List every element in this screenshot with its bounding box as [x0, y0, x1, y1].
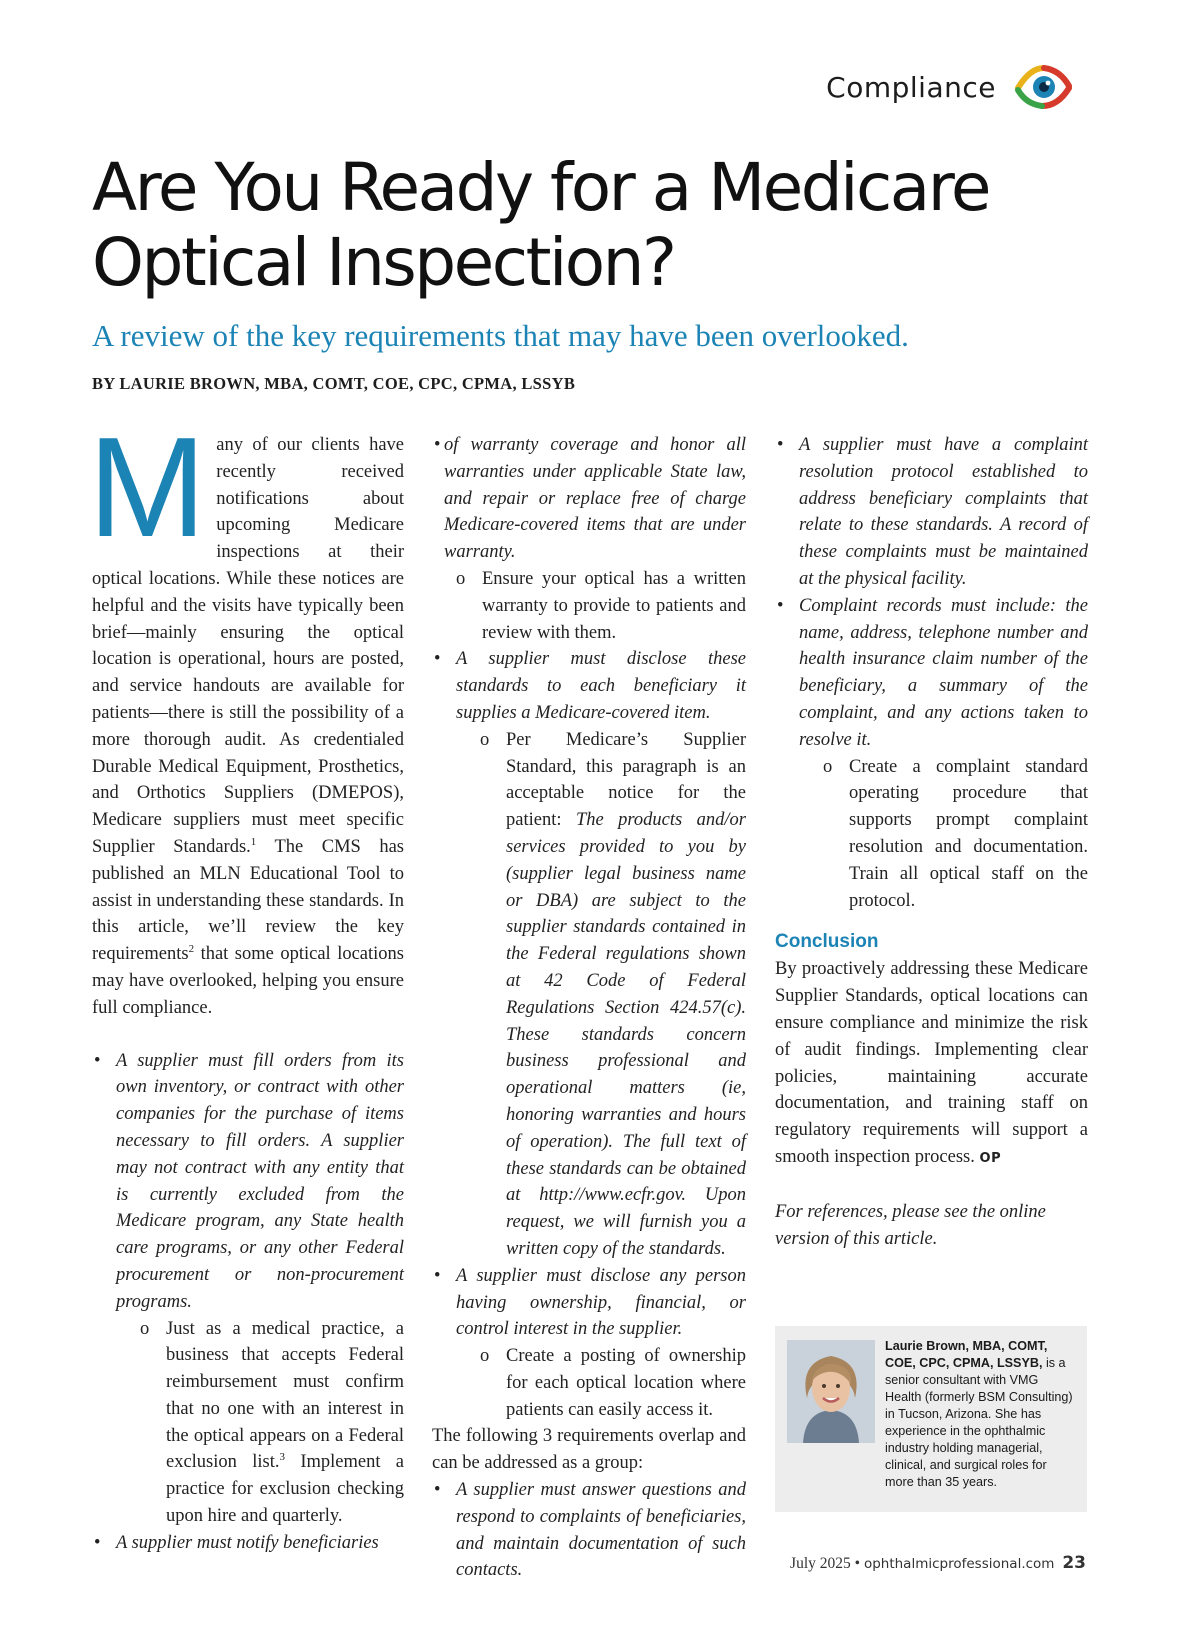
conclusion-text: By proactively addressing these Medicare Supplier Standards, optical locations can ensure compliance and minimize the risk of audit findings. Implementing clear policies, maintaining accurate documentation, and training staff on regulatory requirements will support a smooth inspection process.: [775, 959, 1088, 1167]
sub-list-item: [116, 1316, 404, 1530]
column-3: [775, 432, 1088, 1252]
requirements-list-3: [432, 1477, 746, 1584]
column-2: [432, 432, 746, 1584]
article-subtitle: A review of the key requirements that may have been overlooked.: [92, 318, 909, 353]
sub-list-item: [456, 727, 746, 1263]
list-item: [432, 646, 746, 1262]
requirements-list-4: [775, 432, 1088, 914]
list-item-continued: [432, 432, 746, 646]
sub-list-item: o Create a posting of ownership for each optical location where patients can easily access it.: [456, 1343, 746, 1423]
sub-list: [116, 1316, 404, 1530]
conclusion-paragraph: [775, 956, 1088, 1172]
list-item: [432, 1477, 746, 1584]
website-link[interactable]: ophthalmicprofessional.com: [863, 1556, 1055, 1572]
footnote-ref-3: 3: [279, 1451, 285, 1464]
list-item: [92, 1048, 404, 1530]
intro-paragraph: [88, 408, 404, 1022]
section-header: [826, 64, 1072, 110]
article-title: Are You Ready for a Medicare Optical Inspection?: [92, 149, 989, 301]
page-footer: [790, 1553, 1086, 1573]
intro-text-b: The CMS has published an MLN Educational Tool to assist in understanding these standards. In this article, we’ll review the key requirements: [92, 836, 404, 965]
list-item: [92, 1530, 404, 1557]
requirement-text: of warranty coverage and honor all warranties under applicable State law, and repair or replace free of charge Medicare-covered items that are under warranty.: [444, 435, 746, 563]
sub-item-text: Per Medicare’s Supplier Standard, this paragraph is an acceptable notice for the patient:: [506, 729, 746, 831]
byline: BY LAURIE BROWN, MBA, COMT, COE, CPC, CPMA, LSSYB: [92, 374, 576, 393]
issue-date: July 2025: [790, 1555, 851, 1572]
requirement-text: A supplier must fill orders from its own inventory, or contract with other companies for the purchase of items necessary to fill orders. A supplier may not contract with any entity that is currently excluded from the Medicare program, any State health care programs, or any other Federal procurement or non-procurement programs.: [116, 1050, 404, 1312]
end-mark: OP: [979, 1150, 1002, 1166]
bio-name: Laurie Brown, MBA, COMT, COE, CPC, CPMA, LSSYB,: [885, 1339, 1048, 1370]
sub-list-item: o Ensure your optical has a written warranty to provide to patients and review with them.: [432, 566, 746, 646]
column-1: [88, 408, 404, 1557]
requirement-text: A supplier must disclose any person having ownership, financial, or control interest in the supplier.: [456, 1265, 746, 1340]
footnote-ref-1: 1: [250, 835, 257, 848]
bio-description: is a senior consultant with VMG Health (formerly BSM Consulting) in Tucson, Arizona. She has experience in the ophthalmic industry holding managerial, clinical, and surgical roles for more than 35 years.: [885, 1356, 1073, 1489]
footnote-ref-2: 2: [188, 942, 195, 955]
requirements-list-2: [432, 432, 746, 1423]
avatar: [787, 1340, 875, 1443]
intro-text-c: that some optical locations may have overlooked, helping you ensure full compliance.: [92, 944, 404, 1018]
references-note: For references, please see the online version of this article.: [775, 1201, 1046, 1249]
sub-list: [432, 566, 746, 646]
sub-item-text-b: Implement a practice for exclusion checking upon hire and quarterly.: [166, 1452, 404, 1527]
page-number: 23: [1062, 1553, 1086, 1573]
drop-cap: M: [88, 408, 207, 567]
requirement-text: A supplier must disclose these standards to each beneficiary it supplies a Medicare-covered item.: [456, 649, 746, 723]
requirement-text: A supplier must notify beneficiaries: [116, 1532, 379, 1553]
list-item: [775, 432, 1088, 593]
requirements-list-1: [92, 1048, 404, 1557]
author-bio: [775, 1326, 1087, 1512]
sub-list: [456, 1343, 746, 1423]
conclusion-heading: Conclusion: [775, 931, 879, 953]
requirement-text: A supplier must have a complaint resolution protocol established to address beneficiary complaints that relate to these standards. A record of these complaints must be maintained at the physical facility.: [799, 435, 1088, 589]
sub-list: [799, 754, 1088, 915]
notice-quote: The products and/or services provided to you by (supplier legal business name or DBA) are subject to the supplier standards contained in the Federal regulations shown at 42 Code of Federal Regulations Section 424.57(c). These standards concern business professional and operational matters (ie, honoring warranties and hours of operation). The full text of these standards can be obtained at http://www.ecfr.gov. Upon request, we will furnish you a written copy of the standards.: [506, 810, 746, 1259]
group-intro: The following 3 requirements overlap and can be addressed as a group:: [432, 1426, 746, 1474]
requirement-text: A supplier must answer questions and respond to complaints of beneficiaries, and maintain documentation of such contacts.: [456, 1480, 746, 1581]
sub-list: [456, 727, 746, 1263]
sub-item-text-a: Just as a medical practice, a business that accepts Federal reimbursement must confirm that no one with an interest in the optical appears on a Federal exclusion list.: [166, 1318, 404, 1473]
bio-text: [885, 1338, 1077, 1491]
list-item: [432, 1263, 746, 1424]
footer-separator: •: [854, 1555, 861, 1572]
intro-text-a: any of our clients have recently received notifications about upcoming Medicare inspections at their optical locations. While these notices are helpful and the visits have typically been brief—mainly ensuring the optical location is operational, hours are posted, and service handouts are available for patients—there is still the possibility of a more thorough audit. As credentialed Durable Medical Equipment, Prosthetics, and Orthotics Suppliers (DMEPOS), Medicare suppliers must meet specific Supplier Standards.: [92, 435, 404, 857]
eye-icon: [1014, 64, 1072, 110]
section-label: Compliance: [826, 70, 996, 104]
sub-list-item: o Create a complaint standard operating procedure that supports prompt complaint resolution and documentation. Train all optical staff on the protocol.: [799, 754, 1088, 915]
requirement-text: Complaint records must include: the name, address, telephone number and health insurance claim number of the beneficiary, a summary of the complaint, and any actions taken to resolve it.: [799, 595, 1088, 750]
list-item: [775, 593, 1088, 915]
